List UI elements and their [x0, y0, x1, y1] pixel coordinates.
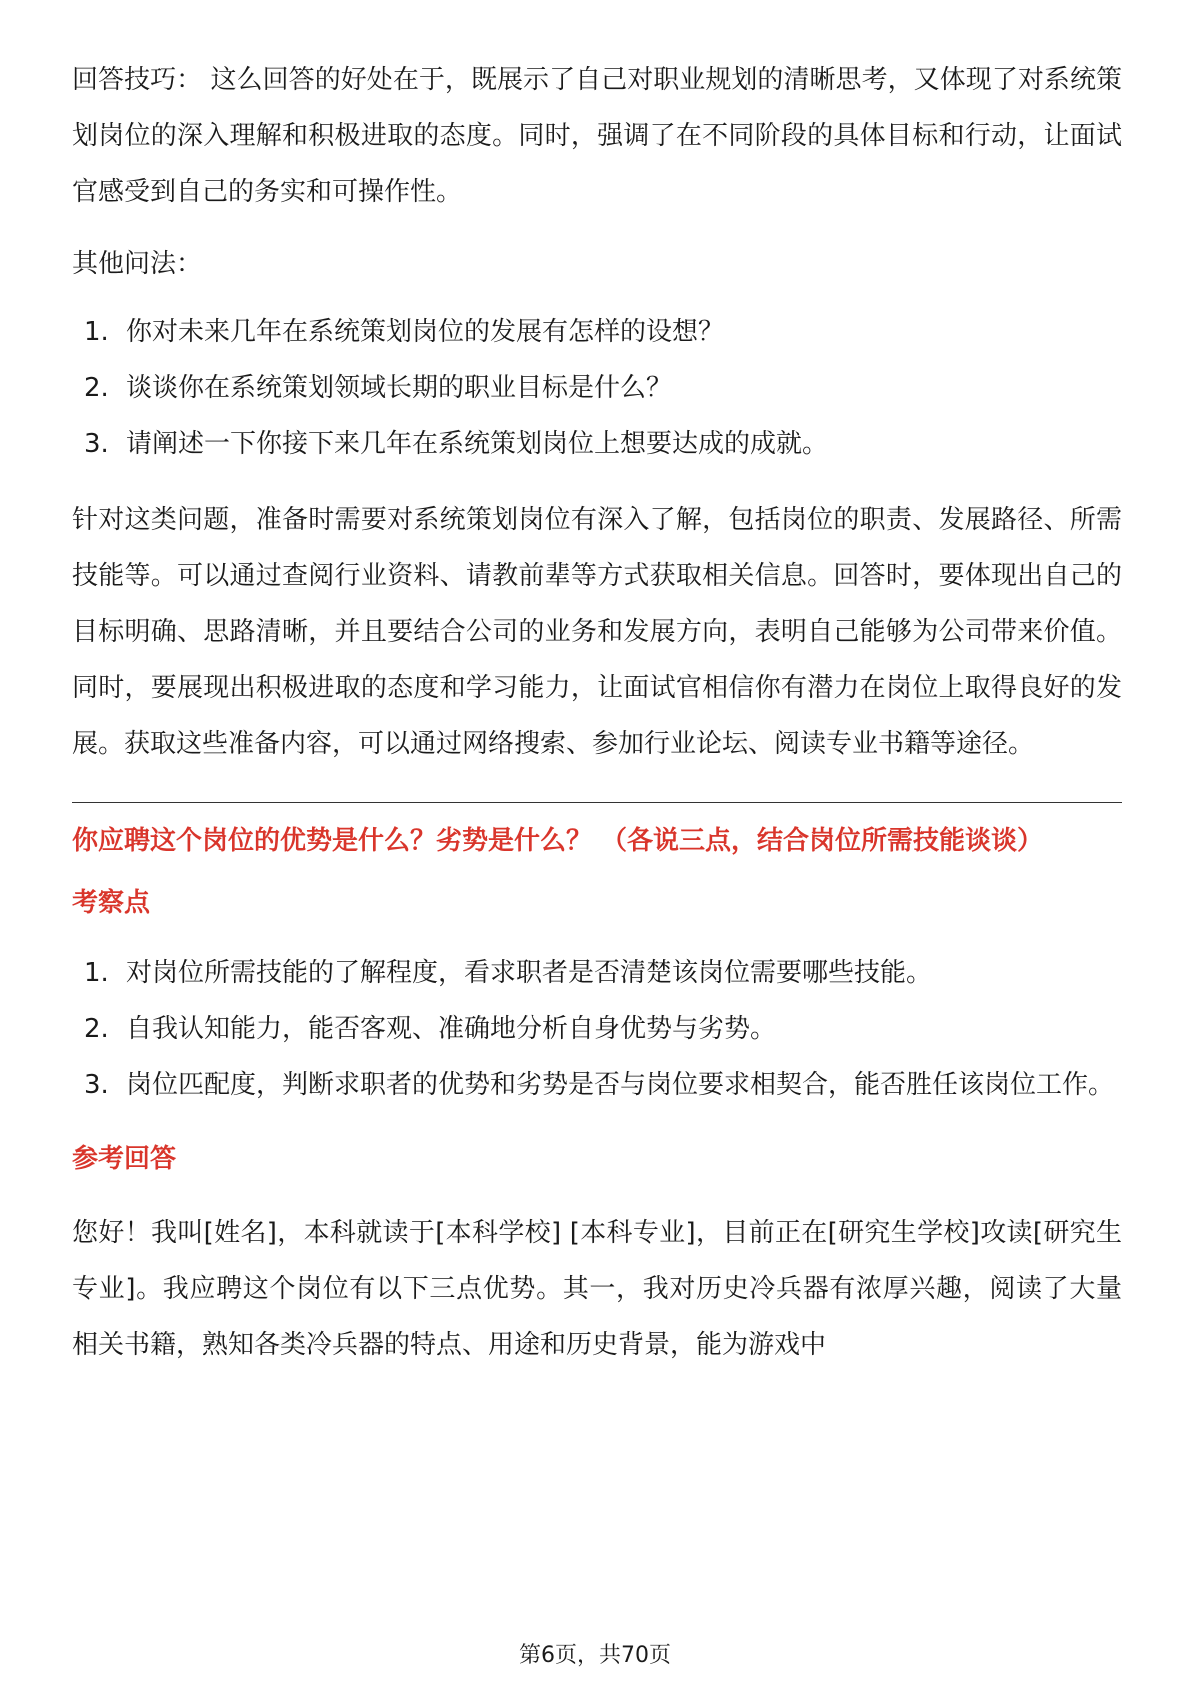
focus-list [72, 945, 1122, 1113]
list-item: 1. 你对未来几年在系统策划岗位的发展有怎样的设想？ [84, 317, 725, 347]
answer-label: 参考回答 [72, 1144, 177, 1174]
other-questions-list [72, 304, 1122, 472]
section-divider [72, 802, 1122, 803]
reference-answer-paragraph: 您好！我叫[姓名]，本科就读于[本科学校] [本科专业]，目前正在[研究生学校]攻读[研究生专业]。我应聘这个岗位有以下三点优势。其一，我对历史冷兵器有浓厚兴趣，阅读了大量相关书籍，熟知各类冷兵器的特点、用途和历史背景，能为游戏中 [72, 1218, 1122, 1360]
other-questions-label: 其他问法： [72, 249, 203, 279]
list-item: 3. 请阐述一下你接下来几年在系统策划岗位上想要达成的成就。 [84, 429, 829, 459]
page-number: 第6页，共70页 [519, 1643, 671, 1668]
focus-label: 考察点 [72, 888, 151, 918]
question-title: 你应聘这个岗位的优势是什么？劣势是什么？ （各说三点，结合岗位所需技能谈谈） [72, 826, 1044, 856]
list-item: 1. 对岗位所需技能的了解程度，看求职者是否清楚该岗位需要哪些技能。 [84, 958, 933, 988]
preparation-paragraph: 针对这类问题，准备时需要对系统策划岗位有深入了解，包括岗位的职责、发展路径、所需技能等。可以通过查阅行业资料、请教前辈等方式获取相关信息。回答时，要体现出自己的目标明确、思路清晰，并且要结合公司的业务和发展方向，表明自己能够为公司带来价值。同时，要展现出积极进取的态度和学习能力，让面试官相信你有潜力在岗位上取得良好的发展。获取这些准备内容，可以通过网络搜索、参加行业论坛、阅读专业书籍等途径。 [72, 505, 1122, 759]
document-page [72, 52, 1122, 1373]
list-item: 2. 谈谈你在系统策划领域长期的职业目标是什么？ [84, 373, 673, 403]
list-item: 2. 自我认知能力，能否客观、准确地分析自身优势与劣势。 [84, 1014, 777, 1044]
answer-tip-paragraph: 回答技巧： 这么回答的好处在于，既展示了自己对职业规划的清晰思考，又体现了对系统策划岗位的深入理解和积极进取的态度。同时，强调了在不同阶段的具体目标和行动，让面试官感受到自己的务实和可操作性。 [72, 65, 1122, 207]
list-item: 3. 岗位匹配度，判断求职者的优势和劣势是否与岗位要求相契合，能否胜任该岗位工作。 [84, 1070, 1115, 1100]
